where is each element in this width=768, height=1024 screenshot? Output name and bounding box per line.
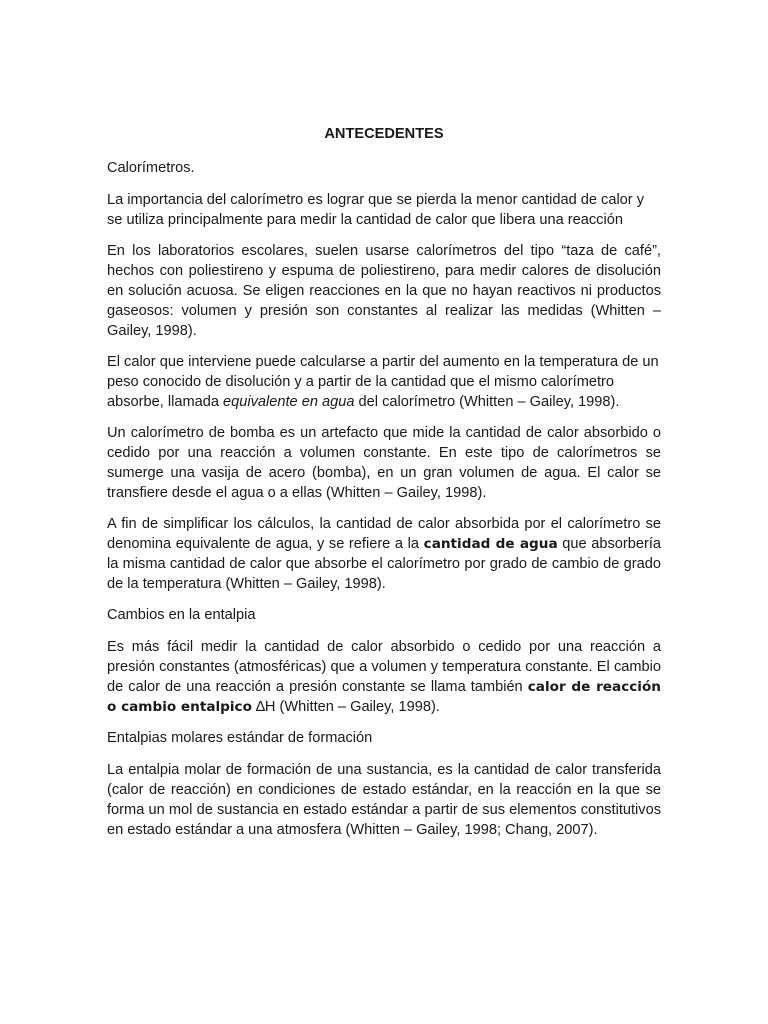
- paragraph-text: El calor que interviene puede calcularse a partir del aumento en la temperatura de un peso conocido de disolución y a partir de la cantidad que el mismo calorímetro absorbe, llamada: [107, 354, 659, 410]
- paragraph-text: que absorbería la misma cantidad de calor que absorbe el calorímetro por grado de cambio de grado de la temperatura (Whitten – Gailey, 1998).: [107, 536, 662, 592]
- paragraph-importancia: La importancia del calorímetro es lograr que se pierda la menor cantidad de calor y se utiliza principalmente para medir la cantidad de calor que libera una reacción: [107, 192, 645, 228]
- section-heading-entalpia: Cambios en la entalpia: [107, 607, 256, 623]
- paragraph-laboratorios: En los laboratorios escolares, suelen usarse calorímetros del tipo “taza de café”, hechos con poliestireno y espuma de poliestireno, para medir calores de disolución en solución acuosa. Se eligen reacciones en la que no hayan reactivos ni productos gaseosos: volumen y presión son constantes al realizar las medidas (Whitten – Gailey, 1998).: [107, 243, 661, 339]
- section-heading-calorimetros: Calorímetros.: [107, 160, 195, 176]
- bold-term: cantidad de agua: [423, 536, 558, 552]
- document-title: ANTECEDENTES: [324, 126, 444, 142]
- paragraph-equivalente-agua: [107, 514, 661, 594]
- paragraph-calor-interviene: [107, 352, 661, 412]
- paragraph-entalpia-molar: La entalpia molar de formación de una sustancia, es la cantidad de calor transferida (calor de reacción) en condiciones de estado estándar, en la reacción en la que se forma un mol de sustancia en estado estándar a partir de sus elementos constitutivos en estado estándar a una atmosfera (Whitten – Gailey, 1998; Chang, 2007).: [107, 762, 661, 838]
- paragraph-text: A fin de simplificar los cálculos, la cantidad de calor absorbida por el calorímetro se denomina equivalente de agua, y se refiere a la: [107, 516, 661, 552]
- bold-term: calor de reacción o cambio entalpico: [107, 679, 661, 715]
- section-heading-molares: Entalpias molares estándar de formación: [107, 730, 373, 746]
- paragraph-text: del calorímetro (Whitten – Gailey, 1998).: [354, 394, 620, 410]
- paragraph-text: Es más fácil medir la cantidad de calor absorbido o cedido por una reacción a presión constantes (atmosféricas) que a volumen y temperatura constante. El cambio de calor de una reacción a presión constante se llama también: [107, 639, 661, 695]
- paragraph-entalpia: [107, 637, 661, 717]
- document-page: [107, 124, 661, 851]
- italic-term: equivalente en agua: [223, 394, 355, 410]
- paragraph-bomba: Un calorímetro de bomba es un artefacto que mide la cantidad de calor absorbido o cedido por una reacción a volumen constante. En este tipo de calorímetros se sumerge una vasija de acero (bomba), en un gran volumen de agua. El calor se transfiere desde el agua o a ellas (Whitten – Gailey, 1998).: [107, 425, 661, 501]
- paragraph-text: ∆H (Whitten – Gailey, 1998).: [251, 699, 440, 715]
